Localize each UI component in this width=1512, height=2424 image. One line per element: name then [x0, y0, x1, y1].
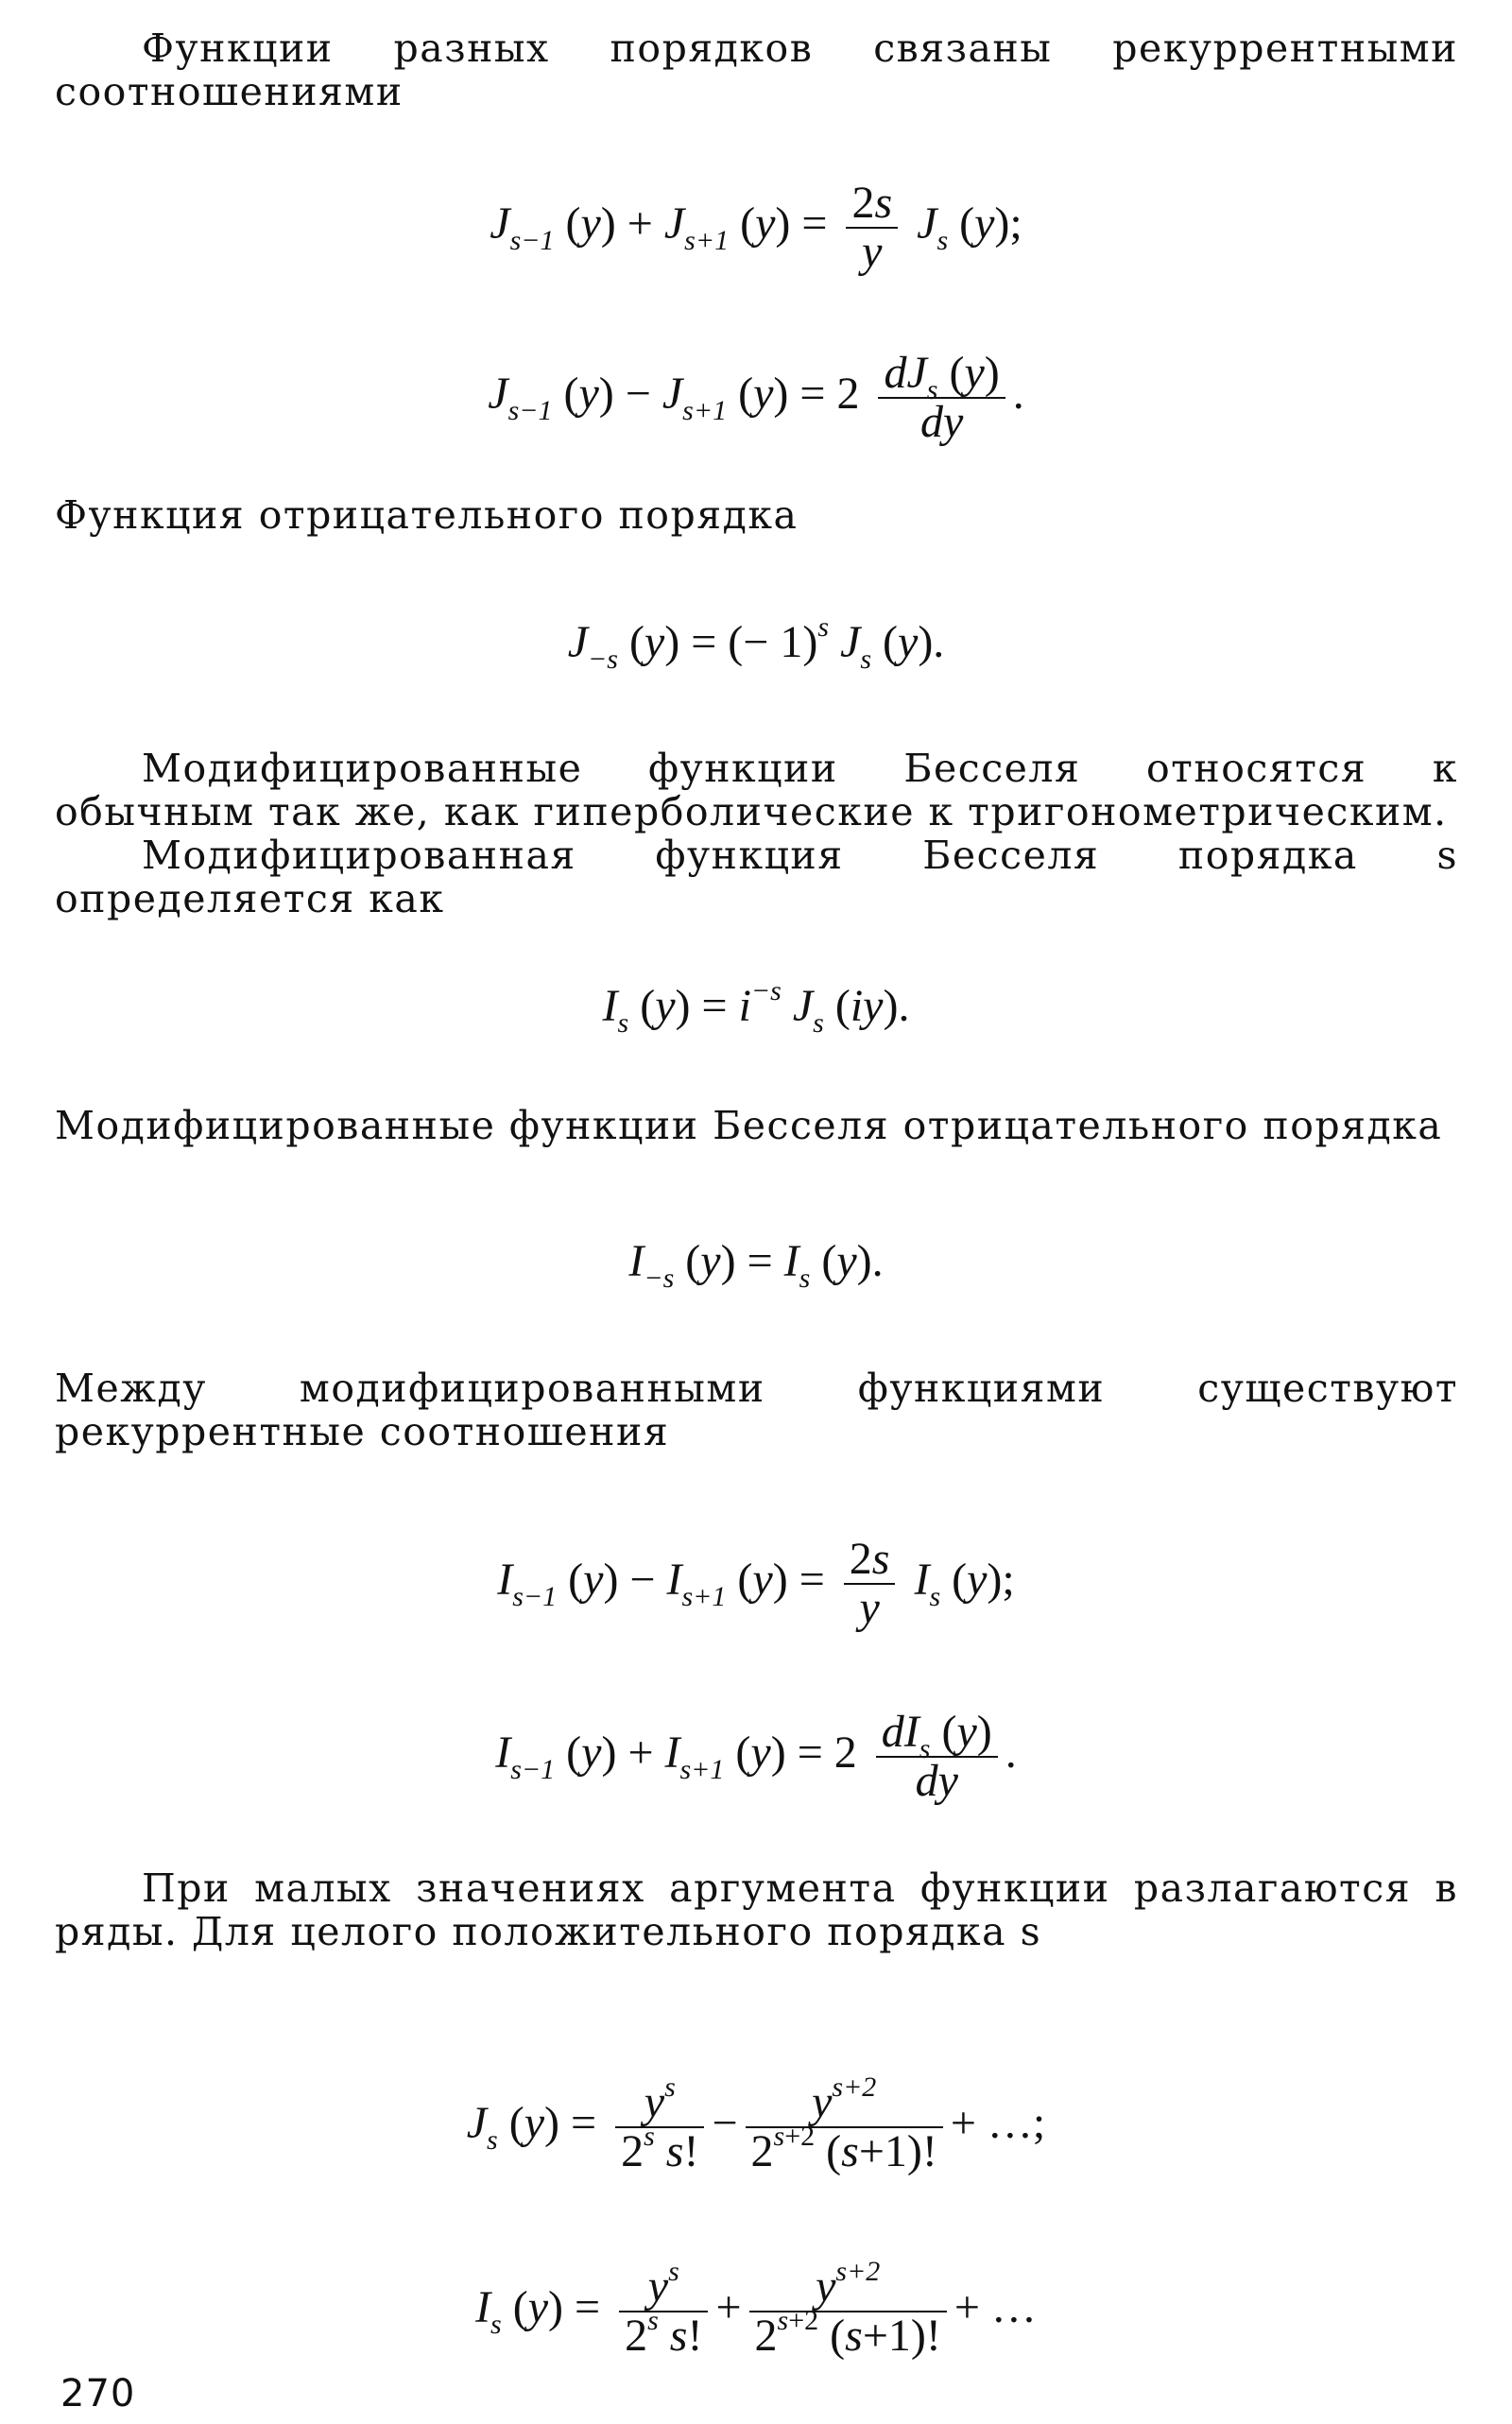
paragraph-series-intro: При малых значениях аргумента функции разлагаются в ряды. Для целого положительного порядка s: [55, 1865, 1458, 1954]
equation-series-i: $I_s$ (y) = $\frac{y^s}{2^s s!}$ + $\frac{y^{s+2}}{2^{s+2} (s+1)!}$ + …: [475, 2256, 1037, 2361]
paragraph-negative-order: Функция отрицательного порядка: [55, 492, 799, 538]
equation-recurrence-sum: $J_{s-1}$ $(y) + J_{s+1}$ (y) = $\frac{2s}{y}$ $J_s$ (y);: [490, 178, 1022, 277]
paragraph-modified-negative: Модифицированные функции Бесселя отрицательного порядка: [55, 1103, 1443, 1148]
equation-recurrence-diff: $J_{s-1}$ $(y) - J_{s+1}$ (y) = 2 $\frac{dJ_s (y)}{dy}$ .: [488, 348, 1024, 447]
equation-series-j: $J_s$ (y) = $\frac{y^s}{2^s s!}$ − $\frac{y^{s+2}}{2^{s+2} (s+1)!}$ + …;: [466, 2072, 1046, 2176]
equation-modified-recurrence-diff: $I_{s-1}$ $(y) - I_{s+1}$ (y) = $\frac{2s}{y}$ $I_s$ (y);: [497, 1534, 1015, 1633]
equation-modified-negative: $I_{-s}$ $(y) = I_s$ (y).: [628, 1236, 884, 1294]
equation-modified-definition: $I_s$ $(y) = i^{-s}$ $J_s$ (iy).: [602, 975, 910, 1039]
paragraph-modified-recurrence: Между модифицированными функциями существуют рекуррентные соотношения: [55, 1366, 1458, 1454]
paragraph-modified-definition: Модифицированная функция Бесселя порядка s определяется как: [55, 833, 1458, 921]
page-number: 270: [60, 2372, 136, 2415]
equation-negative-order: $J_{-s}$ (y) = (− 1)$^s$ $J_s$ (y).: [567, 611, 945, 675]
paragraph-modified-relation: Модифицированные функции Бесселя относятся к обычным так же, как гиперболические к тригонометрическим.: [55, 746, 1458, 834]
equation-modified-recurrence-sum: $I_{s-1}$ $(y) + I_{s+1}$ (y) = 2 $\frac{dI_s (y)}{dy}$ .: [495, 1707, 1017, 1806]
paragraph-recurrence-intro: Функции разных порядков связаны рекуррентными соотношениями: [55, 26, 1458, 114]
